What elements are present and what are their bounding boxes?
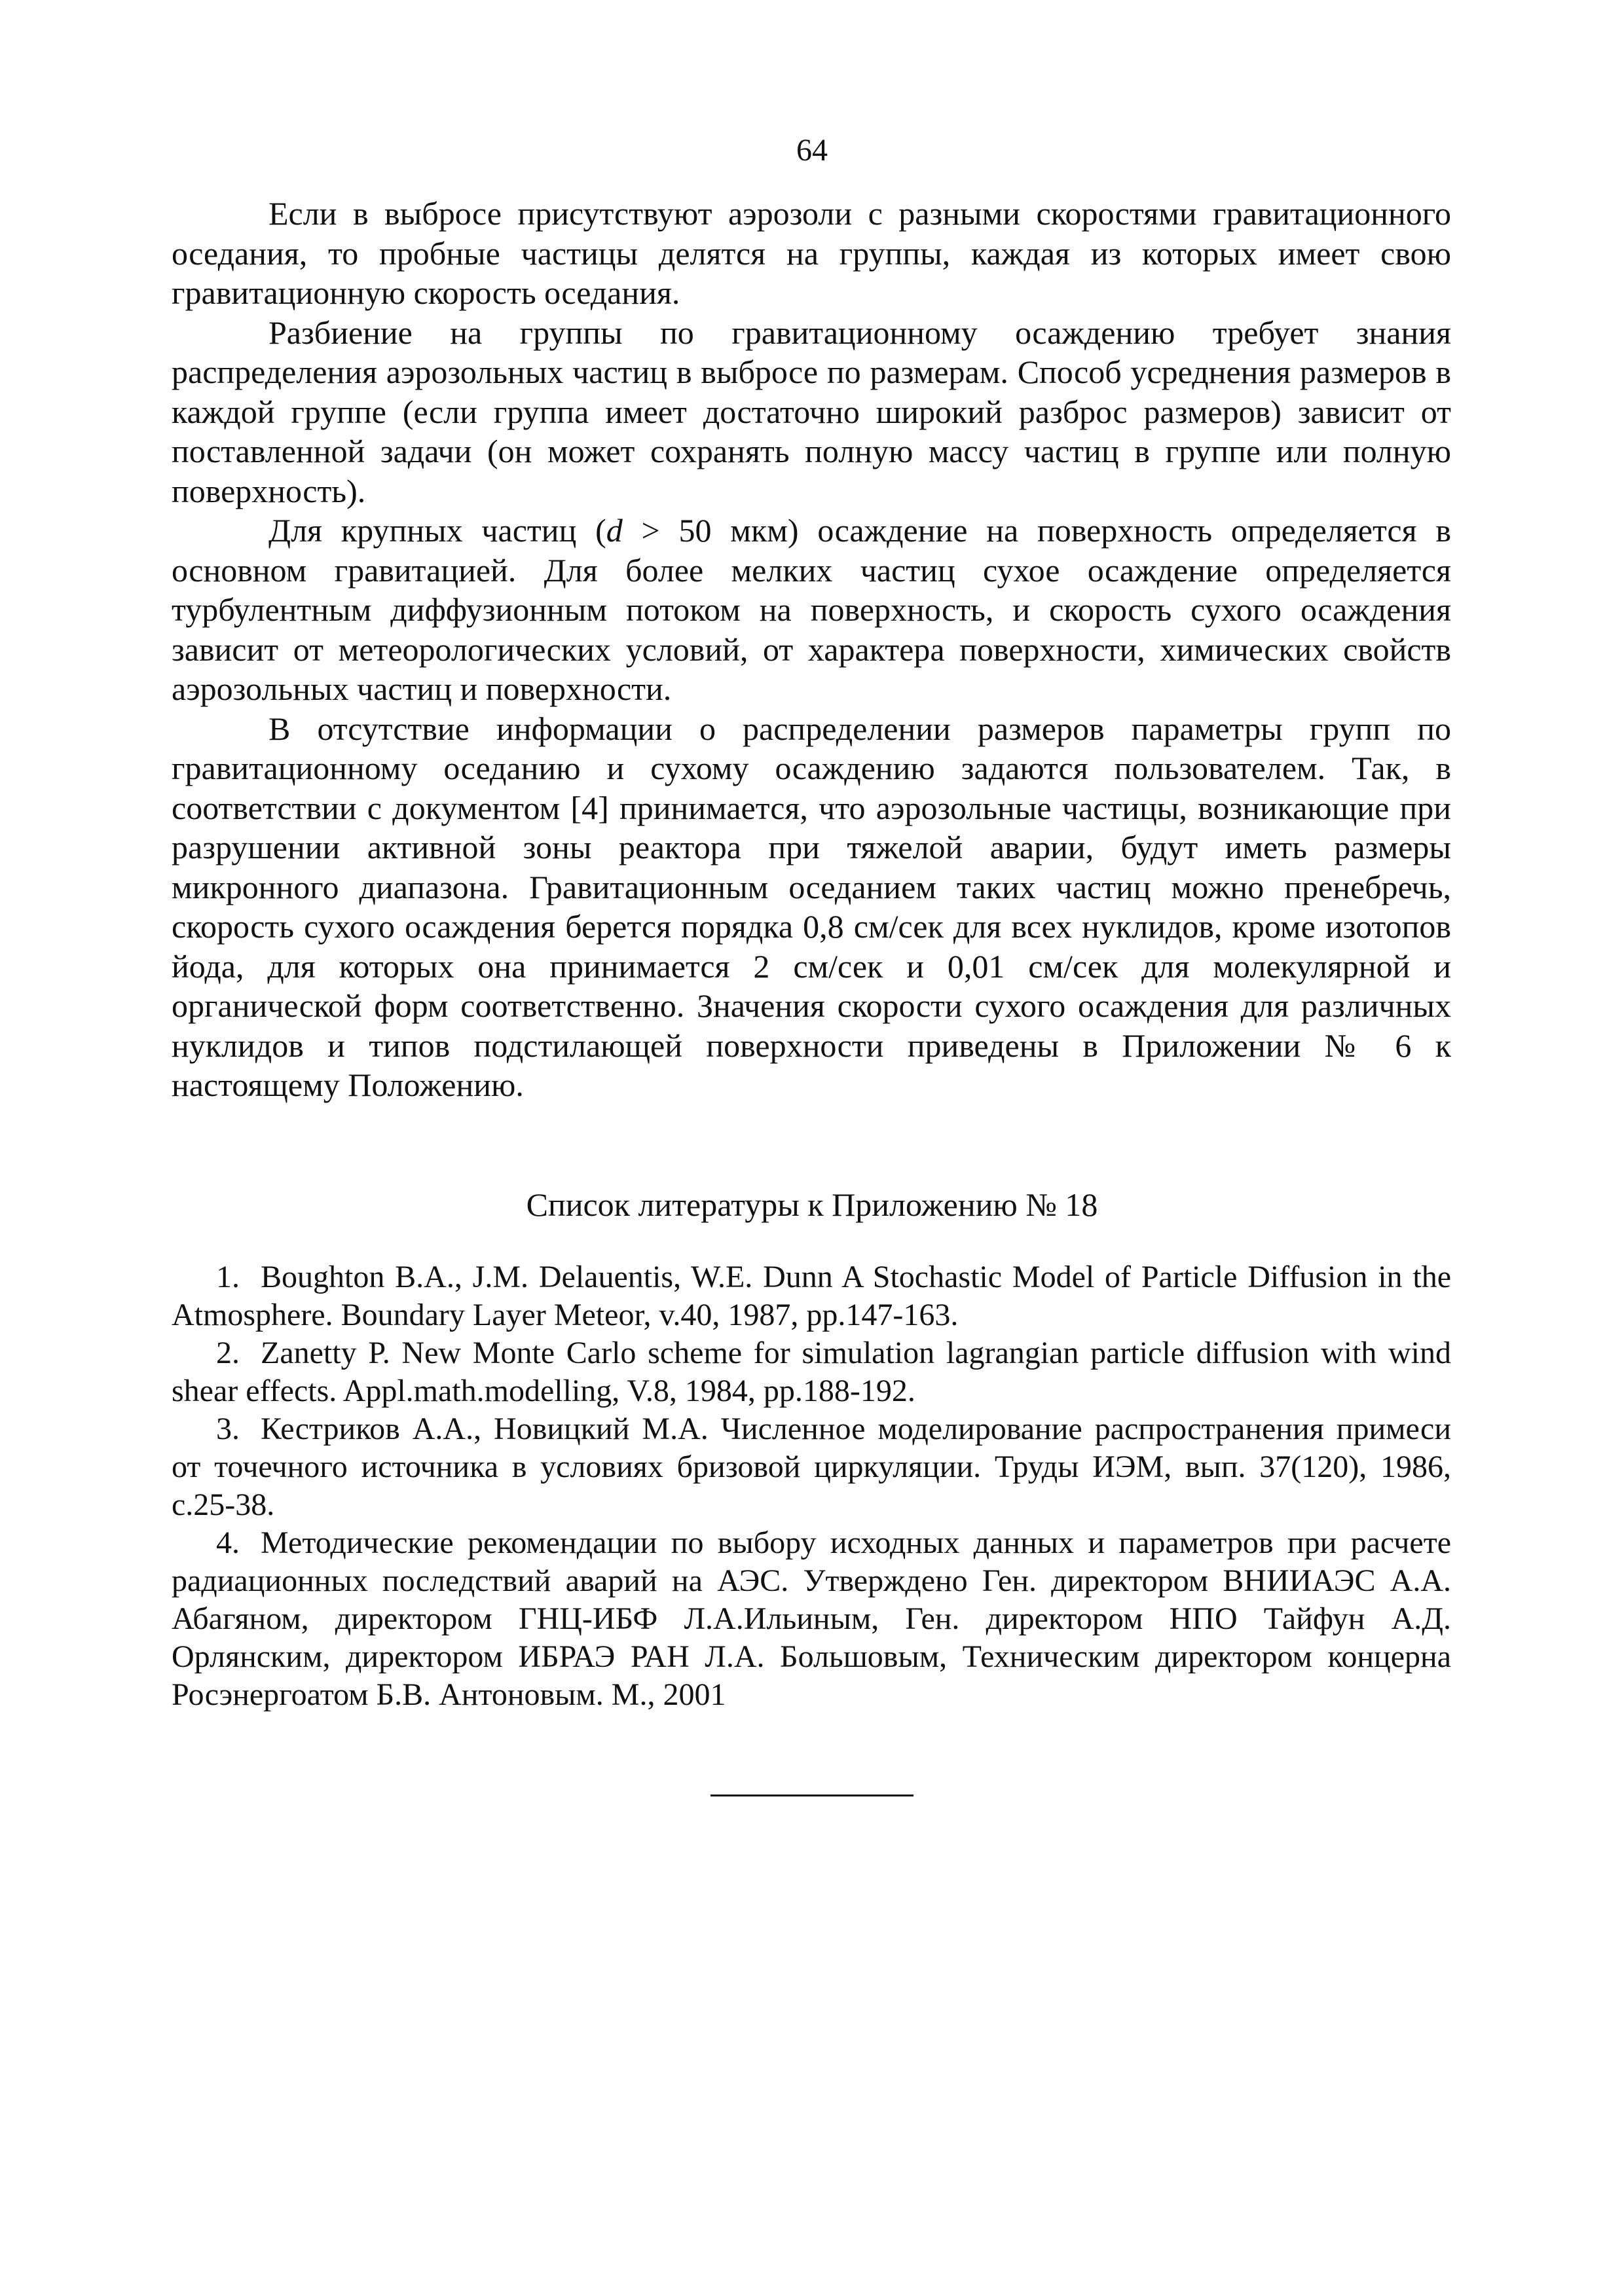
reference-text: Методические рекомендации по выбору исходных данных и параметров при расчете радиационных последствий аварий на АЭС. Утверждено Ген. директором ВНИИАЭС А.А. Абагяном, директором ГНЦ-ИБФ Л.А.Ильиным, Ген. директором НПО Тайфун А.Д. Орлянским, директором ИБРАЭ РАН Л.А. Большовым, Техническим директором концерна Росэнергоатом Б.В. Антоновым. М., 2001 <box>172 1525 1451 1712</box>
reference-number: 2. <box>216 1336 240 1370</box>
paragraph-size-distribution: Разбиение на группы по гравитационному осаждению требует знания распределения аэрозольных частиц в выбросе по размерам. Способ усреднения размеров в каждой группе (если группа имеет достаточно широкий разброс размеров) зависит от поставленной задачи (он может сохранять полную массу частиц в группе или полную поверхность). <box>172 314 1451 509</box>
reference-item <box>172 1410 1451 1524</box>
end-divider <box>710 1795 913 1796</box>
paragraph-user-defined-parameters: В отсутствие информации о распределении размеров параметры групп по гравитационному оседанию и сухому осаждению задаются пользователем. Так, в соответствии с документом [4] принимается, что аэрозольные частицы, возникающие при разрушении активной зоны реактора при тяжелой аварии, будут иметь размеры микронного диапазона. Гравитационным оседанием таких частиц можно пренебречь, скорость сухого осаждения берется порядка 0,8 см/сек для всех нуклидов, кроме изотопов йода, для которых она принимается 2 см/сек и 0,01 см/сек для молекулярной и органической форм соответственно. Значения скорости сухого осаждения для различных нуклидов и типов подстилающей поверхности приведены в Приложении № 6 к настоящему Положению. <box>172 710 1451 1103</box>
reference-number: 4. <box>216 1525 240 1560</box>
reference-text: Zanetty P. New Monte Carlo scheme for simulation lagrangian particle diffusion with wind shear effects. Appl.math.modelling, V.8, 1984, pp.188-192. <box>172 1336 1451 1408</box>
reference-text: Кестриков А.А., Новицкий М.А. Численное моделирование распространения примеси от точечного источника в условиях бризовой циркуляции. Труды ИЭМ, вып. 37(120), 1986, с.25-38. <box>172 1412 1451 1522</box>
reference-number: 1. <box>216 1260 240 1294</box>
references-title: Список литературы к Приложению № 18 <box>526 1186 1098 1223</box>
paragraph-large-particles <box>172 511 1451 709</box>
references-list <box>172 1258 1451 1714</box>
reference-number: 3. <box>216 1412 240 1446</box>
paragraph-large-particles-start: Для крупных частиц ( <box>268 512 606 549</box>
reference-item <box>172 1334 1451 1410</box>
reference-item <box>172 1524 1451 1714</box>
reference-text: Boughton B.A., J.M. Delauentis, W.E. Dunn A Stochastic Model of Particle Diffusion in the Atmosphere. Boundary Layer Meteor, v.40, 1987, pp.147-163. <box>172 1260 1451 1332</box>
paragraph-aerosol-groups: Если в выбросе присутствуют аэрозоли с разными скоростями гравитационного оседания, то пробные частицы делятся на группы, каждая из которых имеет свою гравитационную скорость оседания. <box>172 195 1451 311</box>
body-text <box>172 194 1451 1105</box>
paragraph-large-particles-rest: > 50 мкм) осаждение на поверхность определяется в основном гравитацией. Для более мелких частиц сухое осаждение определяется турбулентным диффузионным потоком на поверхность, и скорость сухого осаждения зависит от метеорологических условий, от характера поверхности, химических свойств аэрозольных частиц и поверхности. <box>172 512 1452 707</box>
reference-item <box>172 1258 1451 1334</box>
page-number: 64 <box>796 133 828 168</box>
diameter-variable: d <box>606 512 623 549</box>
